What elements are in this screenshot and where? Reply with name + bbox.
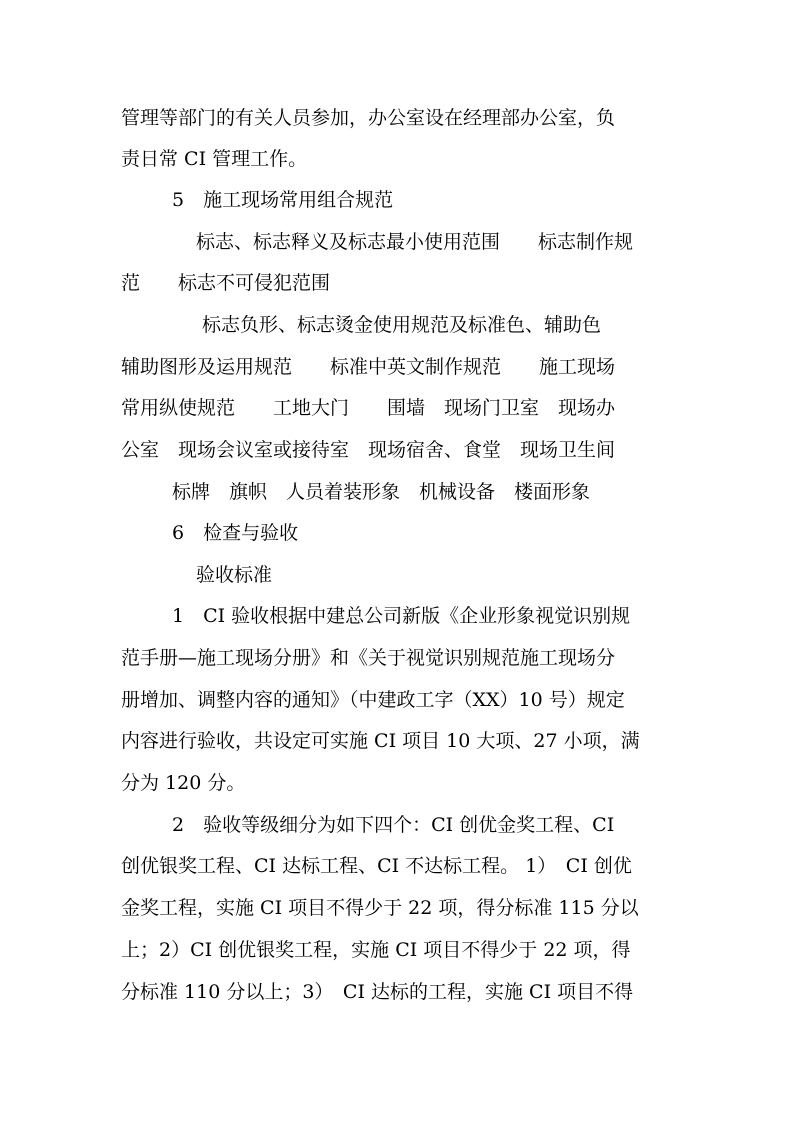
body-text-line: 册增加、调整内容的通知》（中建政工字（XX）10 号）规定 bbox=[121, 689, 625, 711]
section-heading: 6 检查与验收 bbox=[172, 522, 299, 544]
body-text-line: 2 验收等级细分为如下四个：CI 创优金奖工程、CI bbox=[172, 814, 615, 836]
body-text-line: 内容进行验收，共设定可实施 CI 项目 10 大项、27 小项，满 bbox=[121, 730, 640, 752]
body-text-line: 标志负形、标志烫金使用规范及标准色、辅助色 bbox=[202, 314, 602, 336]
section-heading: 5 施工现场常用组合规范 bbox=[172, 189, 394, 211]
body-text-line: 公室 现场会议室或接待室 现场宿舍、食堂 现场卫生间 bbox=[121, 439, 616, 461]
body-text-line: 标志、标志释义及标志最小使用范围 标志制作规 bbox=[196, 231, 634, 253]
body-text-line: 1 CI 验收根据中建总公司新版《企业形象视觉识别规 bbox=[172, 605, 631, 627]
body-text-line: 责日常 CI 管理工作。 bbox=[121, 148, 308, 170]
body-text-line: 辅助图形及运用规范 标准中英文制作规范 施工现场 bbox=[121, 356, 616, 378]
body-text-line: 分标准 110 分以上；3） CI 达标的工程，实施 CI 项目不得 bbox=[121, 981, 634, 1003]
body-text-line: 常用纵使规范 工地大门 围墙 现场门卫室 现场办 bbox=[121, 397, 616, 419]
body-text-line: 创优银奖工程、CI 达标工程、CI 不达标工程。 1） CI 创优 bbox=[121, 855, 632, 877]
body-text-line: 分为 120 分。 bbox=[121, 772, 246, 794]
body-text-line: 范 标志不可侵犯范围 bbox=[121, 272, 331, 294]
body-text-line: 上；2）CI 创优银奖工程，实施 CI 项目不得少于 22 项，得 bbox=[121, 939, 631, 961]
body-text-line: 管理等部门的有关人员参加，办公室设在经理部办公室，负 bbox=[121, 107, 616, 129]
body-text-line: 范手册—施工现场分册》和《关于视觉识别规范施工现场分 bbox=[121, 647, 616, 669]
body-text-line: 标牌 旗帜 人员着装形象 机械设备 楼面形象 bbox=[172, 481, 591, 503]
sub-heading: 验收标准 bbox=[196, 564, 273, 586]
body-text-line: 金奖工程，实施 CI 项目不得少于 22 项，得分标准 115 分以 bbox=[121, 897, 639, 919]
